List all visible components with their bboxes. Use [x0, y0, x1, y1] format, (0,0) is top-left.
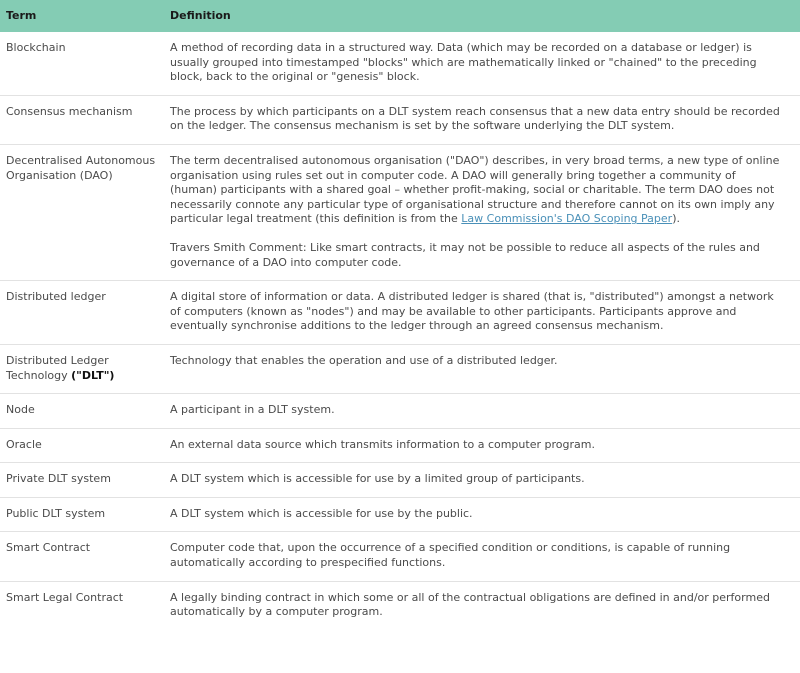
term-cell: Consensus mechanism [0, 95, 170, 144]
definition-text [170, 154, 786, 227]
term-cell: Oracle [0, 428, 170, 463]
term-cell: Private DLT system [0, 463, 170, 498]
definition-cell [170, 144, 800, 280]
table-row [0, 281, 800, 345]
term-cell: Node [0, 394, 170, 429]
definition-cell [170, 281, 800, 345]
table-row [0, 532, 800, 581]
table-row [0, 428, 800, 463]
term-cell [0, 344, 170, 393]
definition-text: A DLT system which is accessible for use by the public. [170, 506, 473, 520]
law-commission-dao-paper-link[interactable]: Law Commission's DAO Scoping Paper [461, 212, 673, 226]
definition-cell [170, 95, 800, 144]
definition-cell [170, 394, 800, 429]
definition-text-part1: The term decentralised autonomous organisation ("DAO") describes, in very broad terms, a new type of online organisation using rules set out in computer code. A DAO will generally bring together a community of (human) participants with a shared goal – whether profit-making, social or charitable. The term DAO does not necessarily connote any particular type of organisational structure and therefore cannot on its own imply any particular legal treatment (this definition is from the [170, 153, 780, 226]
term-cell: Public DLT system [0, 497, 170, 532]
definition-text: A participant in a DLT system. [170, 403, 335, 417]
term-text: Distributed Ledger Technology [6, 353, 109, 382]
definition-text: Technology that enables the operation and use of a distributed ledger. [170, 353, 558, 367]
table-row [0, 497, 800, 532]
table-row [0, 95, 800, 144]
definition-cell [170, 497, 800, 532]
table-header [0, 0, 800, 32]
term-cell: Distributed ledger [0, 281, 170, 345]
table-row [0, 344, 800, 393]
table-row [0, 32, 800, 95]
term-cell: Decentralised Autonomous Organisation (DAO) [0, 144, 170, 280]
term-column-header: Term [0, 0, 170, 32]
definition-cell [170, 428, 800, 463]
definition-text: The process by which participants on a DLT system reach consensus that a new data entry should be recorded on the ledger. The consensus mechanism is set by the software underlying the DLT system. [170, 104, 780, 133]
term-cell: Smart Contract [0, 532, 170, 581]
definition-text: A DLT system which is accessible for use by a limited group of participants. [170, 472, 585, 486]
definition-cell [170, 463, 800, 498]
term-cell: Blockchain [6, 41, 66, 54]
definition-text: A digital store of information or data. A distributed ledger is shared (that is, "distributed") amongst a network of computers (known as "nodes") and may be available to other participants. Participants approve and eventually synchronise additions to the ledger through an agreed consensus mechanism. [170, 290, 774, 333]
definition-text: A legally binding contract in which some or all of the contractual obligations are defined in and/or performed automatically by a computer program. [170, 590, 770, 619]
definition-cell [170, 32, 800, 95]
definition-cell [170, 344, 800, 393]
definition-column-header: Definition [170, 0, 800, 32]
header-row [0, 0, 800, 32]
term-abbreviation: ("DLT") [71, 368, 115, 382]
travers-smith-comment: Travers Smith Comment: Like smart contracts, it may not be possible to reduce all aspects of the rules and governance of a DAO into computer code. [170, 240, 760, 269]
definition-cell [170, 581, 800, 630]
definition-text: A method of recording data in a structured way. Data (which may be recorded on a database or ledger) is usually grouped into timestamped "blocks" which are mathematically linked or "chained" to the preceding block, back to the original or "genesis" block. [170, 41, 757, 84]
term-cell: Smart Legal Contract [0, 581, 170, 630]
definition-text: An external data source which transmits information to a computer program. [170, 437, 595, 451]
definition-text-part2: ). [672, 212, 680, 226]
table-row [0, 581, 800, 630]
definition-cell [170, 532, 800, 581]
definition-text: Computer code that, upon the occurrence of a specified condition or conditions, is capable of running automatically according to prespecified functions. [170, 541, 731, 570]
table-row [0, 463, 800, 498]
table-row [0, 144, 800, 280]
table-row [0, 394, 800, 429]
